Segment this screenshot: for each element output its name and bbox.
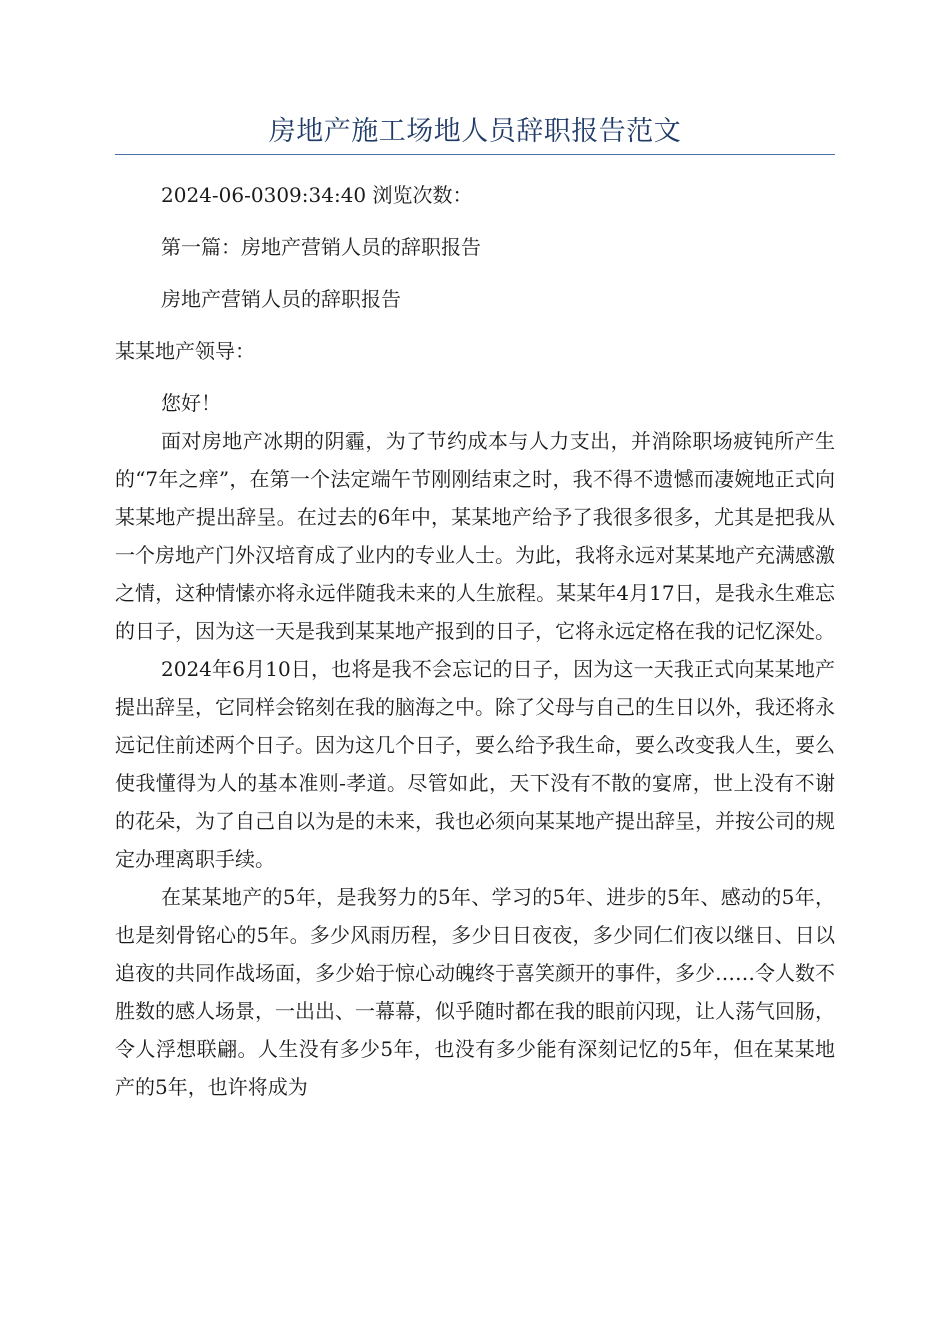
greeting: 您好！ bbox=[161, 391, 221, 415]
body-paragraph-3: 在某某地产的5年，是我努力的5年、学习的5年、进步的5年、感动的5年，也是刻骨铭心的5年。多少风雨历程，多少日日夜夜，多少同仁们夜以继日、日以追夜的共同作战场面，多少始于惊心动魄终于喜笑颜开的事件，多少……令人数不胜数的感人场景，一出出、一幕幕，似乎随时都在我的眼前闪现，让人荡气回肠，令人浮想联翩。人生没有多少5年，也没有多少能有深刻记忆的5年，但在某某地产的5年，也许将成为 bbox=[115, 885, 835, 1099]
body-paragraph-1: 面对房地产冰期的阴霾，为了节约成本与人力支出，并消除职场疲钝所产生的“7年之痒”，在第一个法定端午节刚刚结束之时，我不得不遗憾而凄婉地正式向某某地产提出辞呈。在过去的6年中，某某地产给予了我很多很多，尤其是把我从一个房地产门外汉培育成了业内的专业人士。为此，我将永远对某某地产充满感激之情，这种情愫亦将永远伴随我未来的人生旅程。某某年4月17日，是我永生难忘的日子，因为这一天是我到某某地产报到的日子，它将永远定格在我的记忆深处。 bbox=[115, 429, 835, 643]
document-title: 房地产施工场地人员辞职报告范文 bbox=[268, 116, 682, 147]
document-body bbox=[115, 176, 835, 1106]
salutation: 某某地产领导： bbox=[115, 339, 255, 363]
body-paragraph-2: 2024年6月10日，也将是我不会忘记的日子，因为这一天我正式向某某地产提出辞呈，它同样会铭刻在我的脑海之中。除了父母与自己的生日以外，我还将永远记住前述两个日子。因为这几个日子，要么给予我生命，要么改变我人生，要么使我懂得为人的基本准则-孝道。尽管如此，天下没有不散的宴席，世上没有不谢的花朵，为了自己自以为是的未来，我也必须向某某地产提出辞呈，并按公司的规定办理离职手续。 bbox=[115, 657, 835, 871]
section-heading: 第一篇：房地产营销人员的辞职报告 bbox=[161, 235, 481, 259]
meta-line: 2024-06-0309:34:40 浏览次数： bbox=[161, 183, 473, 207]
letter-subtitle: 房地产营销人员的辞职报告 bbox=[161, 287, 401, 311]
title-underline bbox=[115, 154, 835, 155]
